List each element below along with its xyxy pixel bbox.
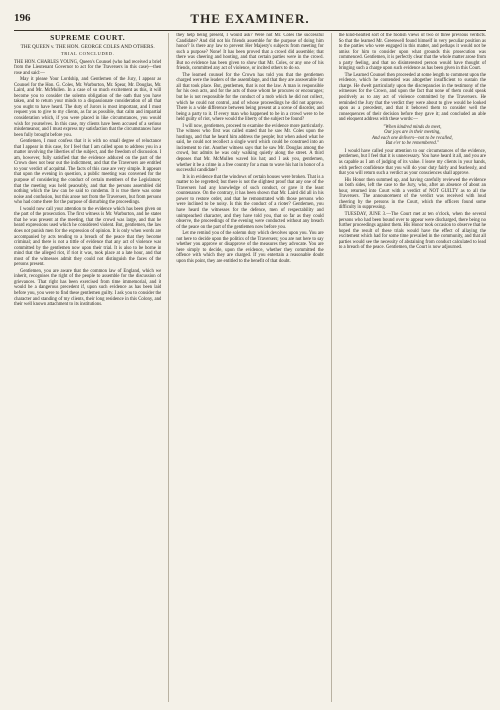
column-divider bbox=[168, 33, 169, 702]
article-tag: TRIAL CONCLUDED. bbox=[60, 51, 115, 56]
paragraph: May it please Your Lordship, and Gentlemen of the Jury, I appear as Counsel for the Hon. G. Coles, Mr. Warburton, Mr. Spear, Mr. Douglas, Mr. Laird, and Mr. McMullen. In a case of so much excitement as this, it will become you to consider the solemn obligation of the oath that you have taken, and to return your minds to a dispassionate consideration of all that you ought to have heard. The duty of Jurors is most important, and I must request you to give to my clients, as far as possible, that calm and impartial consideration which, if you were placed in like circumstances, you would wish for yourselves. In this case, my clients have been accused of a serious misdemeanor, and I must express my satisfaction that the circumstances have been fully brought before you. bbox=[14, 77, 162, 138]
paragraph: The Learned Counsel then proceeded at some length to comment upon the evidence, which he contended was altogether insufficient to sustain the charge. He dwelt particularly upon the discrepancies in the testimony of the witnesses for the Crown, and upon the fact that none of them could speak positively as to any act of violence committed by the Traversers. He reminded the Jury that the verdict they were about to give would be looked upon as a precedent, and that it behoved them to consider well the consequences of their decision before they gave it; and concluded an able and eloquent address with these words:— bbox=[338, 72, 486, 123]
column-3 bbox=[339, 33, 486, 702]
paragraph: the kind-hearted sort of the foolish views of two or three previous verdicts. So that the learned Mr. Greenwell found himself in very peculiar position as to the parties who were engaged in this matter, and perhaps it would not be amiss for him to consider upon what grounds this prosecution was commenced. Gentlemen, it is perfectly clear that the whole matter arose from a party feeling, and that no disinterested person would have thought of bringing such a charge upon such evidence as has been given in this Court. bbox=[338, 33, 486, 72]
page-header bbox=[14, 10, 486, 31]
article-columns bbox=[14, 33, 486, 702]
paragraph: The learned counsel for the Crown has told you that the gentlemen charged were the leaders of the assemblage, and that they are answerable for all that took place. But, gentlemen, that is not the law. A man is responsible for his own acts, and for the acts of those whom he procures or encourages; but he is not responsible for the conduct of a mob which he did not collect, which he could not control, and of whose proceedings he did not approve. There is a wide difference between being present at a scene of disorder, and being a party to it. If every man who happened to be in a crowd were to be held guilty of riot, where would the liberty of the subject be found? bbox=[176, 72, 324, 123]
paragraph: I will now, gentlemen, proceed to examine the evidence more particularly. The witness who first was called stated that he saw Mr. Coles upon the hustings, and that he heard him address the people; but when asked what he said, he could not recollect a single word which could be construed into an incitement to riot. Another witness says that he saw Mr. Douglas among the crowd, but admits he was only walking quietly along the street. A third deposes that Mr. McMullen waved his hat; and I ask you, gentlemen, whether it be a crime in a free country for a man to wave his hat in honor of a successful candidate? bbox=[176, 123, 324, 174]
article-subtitle: THE QUEEN v. THE HON. GEORGE COLES AND OTHERS. bbox=[20, 44, 155, 50]
column-divider bbox=[331, 33, 332, 702]
paragraph: THE HON. CHARLES YOUNG, Queen's Counsel (who had received a brief from the Lieutenant Governor to act for the Traversers in this case)—then rose and said:— bbox=[14, 59, 162, 76]
verse-quote bbox=[339, 125, 486, 147]
paragraph: It is in evidence that the windows of certain houses were broken. That is a matter to be regretted; but there is not the slightest proof that any one of the Traversers had any knowledge of such conduct, or gave it the least countenance. On the contrary, it has been shown that Mr. Laird did all in his power to restore order, and that he remonstrated with those persons who were inclined to be noisy. Is this the conduct of a rioter? Gentlemen, you have heard the witnesses for the defence, men of respectability and unimpeached character, and they have told you, that so far as they could observe, the proceedings of the evening were conducted without any breach of the peace on the part of the gentlemen now before you. bbox=[176, 174, 324, 230]
paragraph: Gentlemen, you are aware that the common law of England, which we inherit, recognises the right of the people to assemble for the discussion of grievances. That right has been exercised from time immemorial, and it would be a dangerous precedent if, upon such evidence as has been laid before you, you were to find these gentlemen guilty. I ask you to consider the character and standing of my clients, their long residence in this Colony, and their well known attachment to its institutions. bbox=[14, 268, 162, 308]
verse-line: But e'er to be remembered." bbox=[385, 141, 439, 147]
masthead-title: THE EXAMINER. bbox=[190, 11, 310, 26]
paragraph: they help being present, I would ask? Were not Mr. Coles the successful Candidate? And did not his friends assemble for the purpose of doing him honor? Is there any law to prevent Her Majesty's subjects from meeting for such a purpose? None! It has been proved that a crowd did assemble; that there was cheering and hooting, and that certain parties were in the crowd. But no evidence has been given to show that Mr. Coles, or any one of his friends, committed any act of violence, or incited others to do so. bbox=[176, 33, 324, 72]
article-title: SUPREME COURT. bbox=[50, 33, 126, 42]
page-number: 196 bbox=[14, 12, 31, 24]
verse-line: Our joys are in their meeting, bbox=[384, 130, 441, 136]
paragraph: TUESDAY, JUNE 3.—The Court met at ten o'clock, when the several persons who had been bound over to appear were discharged, there being no further proceedings against them. His Honor took occasion to observe that he hoped the result of these trials would have the effect of allaying the excitement which had for some time prevailed in the community, and that all parties would see the necessity of abstaining from conduct calculated to lead to a breach of the peace. Gentlemen, the Court is now adjourned. bbox=[338, 211, 486, 251]
verse-line: And each one delivers—not to be recalled, bbox=[371, 135, 453, 141]
paragraph: Gentlemen, I must confess that it is with no small degree of reluctance that I appear in this case, for I feel that I am called upon to address you in a matter involving the liberties of the subject, and the freedom of discussion. I am, however, fully satisfied that the evidence adduced on the part of the Crown does not bear out the indictment, and that the Traversers are entitled to your verdict of acquittal. The facts of this case are very simple. It appears that upon the evening in question, a public meeting was convened for the purpose of considering the conduct of certain members of the Legislature; that the meeting was held peaceably, and that the persons assembled did nothing which the law can be said to condemn. It is true there was some noise and confusion, but this arose not from the Traversers, but from persons who had come there for the purpose of disturbing the proceedings. bbox=[14, 139, 162, 206]
paragraph: I would have called your attention to our circumstances of the evidence, gentlemen, but I feel that it is unnecessary. You have heard it all, and you are as capable as I am of judging of its value. I leave my clients in your hands, with perfect confidence that you will do your duty fairly and fearlessly, and that you will return such a verdict as your consciences shall approve. bbox=[338, 148, 486, 177]
column-1 bbox=[14, 33, 161, 702]
column-2 bbox=[176, 33, 323, 702]
paragraph: His Honor then summed up, and having carefully reviewed the evidence on both sides, left the case to the Jury, who, after an absence of about an hour, returned into Court with a verdict of NOT GUILTY as to all the Traversers. The announcement of the verdict was received with loud cheering by the persons in the Court, which the officers found some difficulty in suppressing. bbox=[338, 177, 486, 211]
verse-line: "When kindred minds do meet, bbox=[383, 124, 442, 130]
paragraph: I would now call your attention to the evidence which has been given on the part of the prosecution. The first witness is Mr. Warburton, and he states that he was present at the meeting, that the crowd was large, and that he heard expressions used which he considered violent. But, gentlemen, the law does not punish men for the expression of opinion. It is only when words are accompanied by acts tending to a breach of the peace that they become criminal; and there is not a tittle of evidence that any act of violence was committed by the gentlemen now upon their trial. It is also to be borne in mind that the alleged riot, if riot it was, took place at a late hour, and that most of the witnesses admit they could not distinguish the faces of the persons present. bbox=[14, 206, 162, 268]
paragraph: Let me remind you of the solemn duty which devolves upon you. You are not here to decide upon the politics of the Traversers; you are not here to say whether you approve or disapprove of the measures they advocate. You are here simply to decide, upon the evidence, whether they committed the offence with which they are charged. If you entertain a reasonable doubt upon this point, they are entitled to the benefit of that doubt. bbox=[176, 231, 324, 264]
